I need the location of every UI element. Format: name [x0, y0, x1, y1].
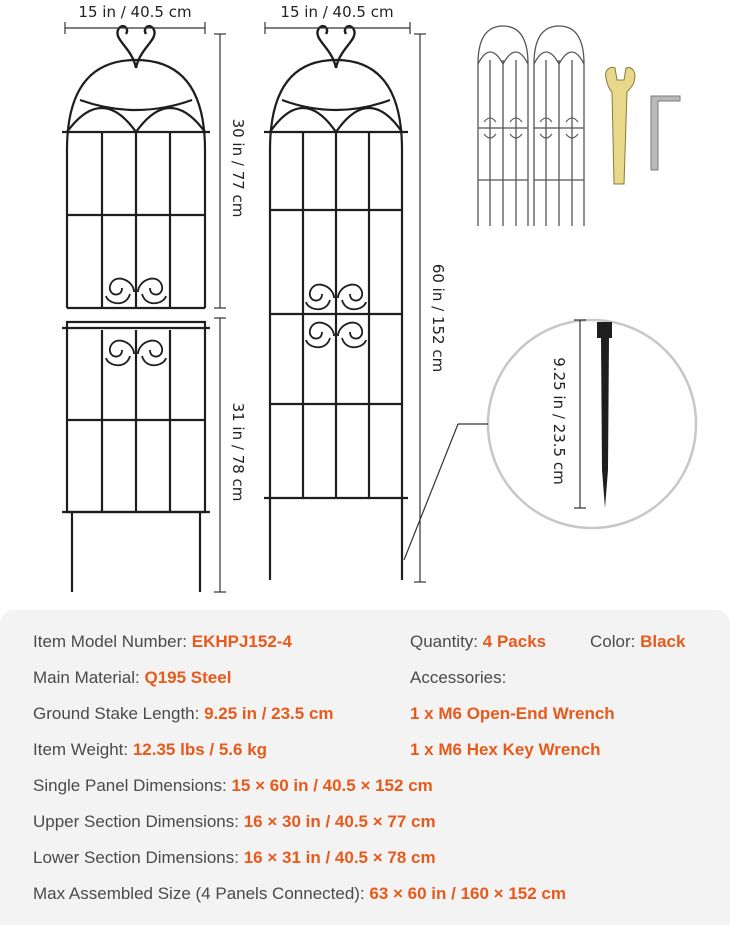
spec-material-value: Q195 Steel [144, 668, 232, 687]
upper-height-label: 30 in / 77 cm [229, 118, 247, 218]
lower-height-label: 31 in / 78 cm [229, 402, 247, 502]
spec-color-label: Color: [590, 632, 641, 651]
open-end-wrench-icon [606, 67, 635, 184]
spec-max-assembled [33, 884, 566, 904]
spec-upper-section-value: 16 × 30 in / 40.5 × 77 cm [243, 812, 436, 831]
spec-single-panel-label: Single Panel Dimensions: [33, 776, 232, 795]
spec-weight [33, 740, 267, 760]
spec-lower-section-value: 16 × 31 in / 40.5 × 78 cm [243, 848, 436, 867]
spec-lower-section-label: Lower Section Dimensions: [33, 848, 244, 867]
spec-max-assembled-value: 63 × 60 in / 160 × 152 cm [369, 884, 566, 903]
spec-accessory-hexkey [410, 740, 601, 760]
spec-accessory-wrench-value: 1 x M6 Open-End Wrench [410, 704, 615, 723]
spec-stake [33, 704, 334, 724]
spec-upper-section [33, 812, 436, 832]
hex-key-icon [651, 96, 680, 170]
trellis-pair-thumbnail [478, 26, 584, 226]
panel-width-label: 15 in / 40.5 cm [280, 3, 394, 21]
spec-upper-section-label: Upper Section Dimensions: [33, 812, 244, 831]
spec-material-label: Main Material: [33, 668, 145, 687]
spec-quantity [410, 632, 546, 652]
spec-model-label: Item Model Number: [33, 632, 192, 651]
spec-accessories [410, 668, 506, 688]
spec-lower-section [33, 848, 436, 868]
spec-model [33, 632, 292, 652]
spec-max-assembled-label: Max Assembled Size (4 Panels Connected): [33, 884, 370, 903]
stake-length-label: 9.25 in / 23.5 cm [550, 357, 568, 485]
spec-color [590, 632, 685, 652]
upper-width-label: 15 in / 40.5 cm [78, 3, 192, 21]
spec-stake-value: 9.25 in / 23.5 cm [204, 704, 334, 723]
spec-accessory-hexkey-value: 1 x M6 Hex Key Wrench [410, 740, 601, 759]
spec-weight-value: 12.35 lbs / 5.6 kg [132, 740, 268, 759]
spec-accessory-wrench [410, 704, 615, 724]
spec-single-panel [33, 776, 433, 796]
spec-weight-label: Item Weight: [33, 740, 133, 759]
spec-quantity-label: Quantity: [410, 632, 483, 651]
trellis-assembled [264, 26, 408, 580]
spec-quantity-value: 4 Packs [482, 632, 547, 651]
trellis-sectional [62, 26, 210, 592]
spec-stake-label: Ground Stake Length: [33, 704, 205, 723]
spec-single-panel-value: 15 × 60 in / 40.5 × 152 cm [231, 776, 433, 795]
spec-accessories-label: Accessories: [410, 668, 507, 687]
spec-material [33, 668, 231, 688]
spec-color-value: Black [640, 632, 686, 651]
spec-model-value: EKHPJ152-4 [191, 632, 292, 651]
panel-height-label: 60 in / 152 cm [429, 263, 447, 373]
specs-panel [0, 610, 730, 925]
